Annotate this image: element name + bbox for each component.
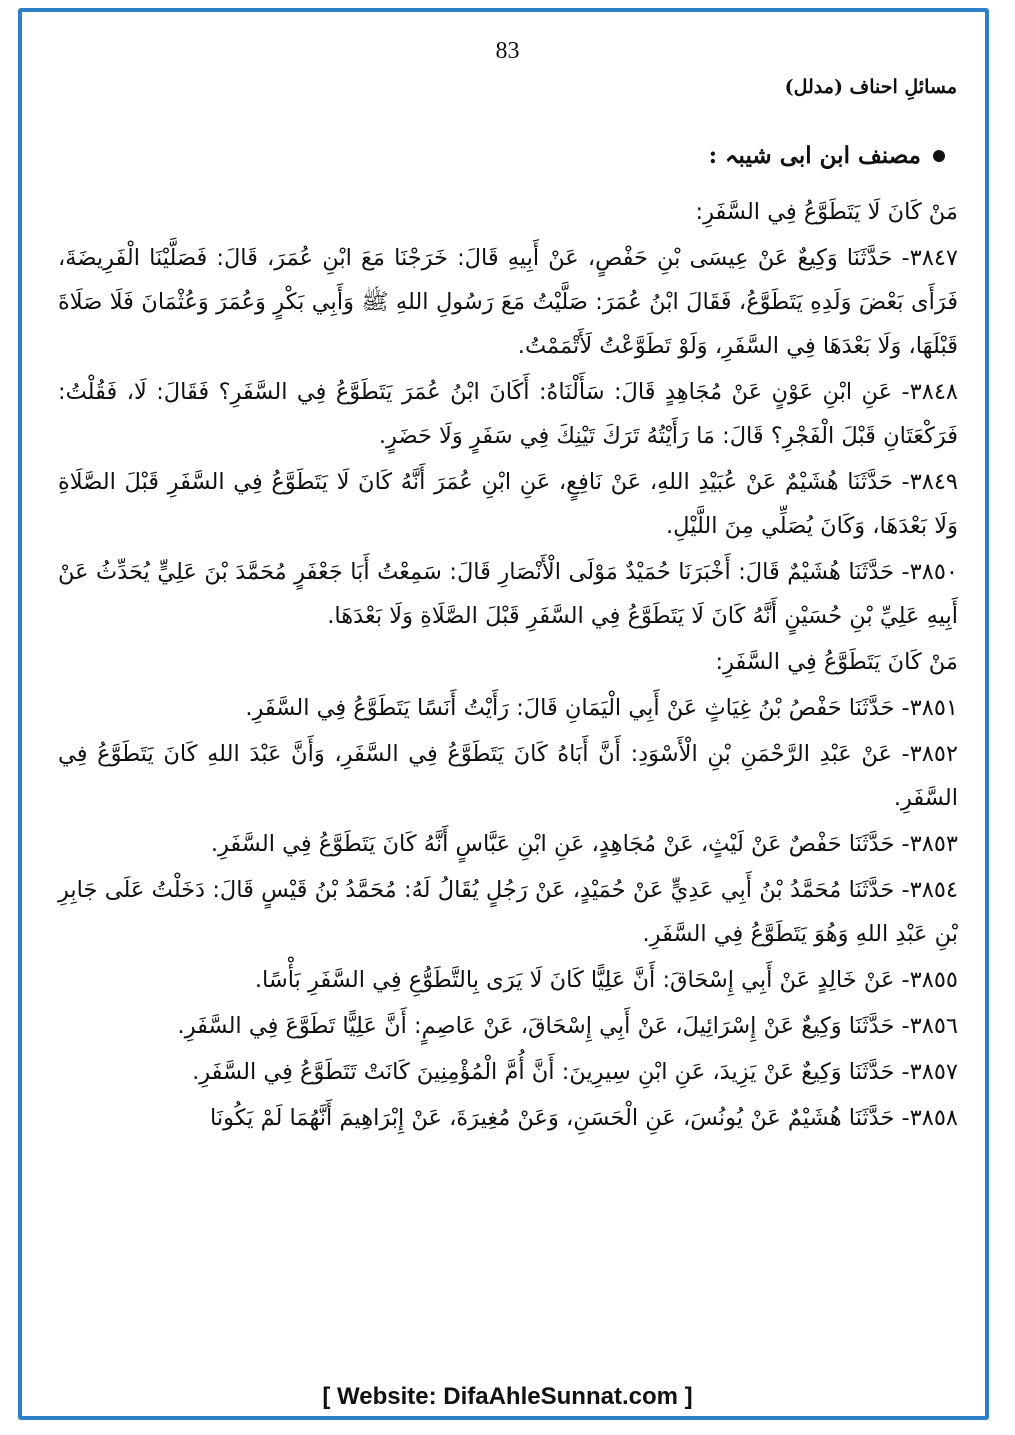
hadith-3858: ٣٨٥٨- حَدَّثَنَا هُشَيْمٌ عَنْ يُونُسَ، عَنِ الْحَسَنِ، وَعَنْ مُغِيرَةَ، عَنْ إِبْرَاهِيمَ أَنَّهُمَا لَمْ يَكُونَا (209, 1105, 958, 1131)
hadith-3854: ٣٨٥٤- حَدَّثَنَا مُحَمَّدُ بْنُ أَبِي عَدِيٍّ عَنْ حُمَيْدٍ، عَنْ رَجُلٍ يُقَالُ لَهُ: مُحَمَّدُ بْنُ قَيْسٍ قَالَ: دَخَلْتُ عَلَى جَابِرِ بْنِ عَبْدِ اللهِ وَهُوَ يَتَطَوَّعُ فِي السَّفَرِ. (58, 877, 958, 947)
hadith-3851: ٣٨٥١- حَدَّثَنَا حَفْصُ بْنُ غِيَاثٍ عَنْ أَبِي الْيَمَانِ قَالَ: رَأَيْتُ أَنَسًا يَتَطَوَّعُ فِي السَّفَرِ. (245, 695, 958, 721)
book-title: مسائلِ احناف (مدلل) (784, 76, 957, 98)
website-footer: [ Website: DifaAhleSunnat.com ] (322, 1383, 693, 1410)
section-heading-text: مصنف ابن ابی شیبہ : (708, 142, 921, 169)
bullet-icon (933, 150, 945, 162)
hadith-3857: ٣٨٥٧- حَدَّثَنَا وَكِيعٌ عَنْ يَزِيدَ، عَنِ ابْنِ سِيرِينَ: أَنَّ أُمَّ الْمُؤْمِنِينَ كَانَتْ تَتَطَوَّعُ فِي السَّفَرِ. (192, 1059, 958, 1085)
hadith-3856: ٣٨٥٦- حَدَّثَنَا وَكِيعٌ عَنْ إِسْرَائِيلَ، عَنْ أَبِي إِسْحَاقَ، عَنْ عَاصِمٍ: أَنَّ عَلِيًّا تَطَوَّعَ فِي السَّفَرِ. (177, 1013, 958, 1039)
hadith-3847: ٣٨٤٧- حَدَّثَنَا وَكِيعٌ عَنْ عِيسَى بْنِ حَفْصٍ، عَنْ أَبِيهِ قَالَ: خَرَجْنَا مَعَ ابْنِ عُمَرَ، قَالَ: فَصَلَّيْنَا الْفَرِيضَةَ، فَرَأَى بَعْضَ وَلَدِهِ يَتَطَوَّعُ، فَقَالَ ابْنُ عُمَرَ: صَلَّيْتُ مَعَ رَسُولِ اللهِ ﷺ وَأَبِي بَكْرٍ وَعُمَرَ وَعُثْمَانَ فَلَا صَلَاةَ قَبْلَهَا، وَلَا بَعْدَهَا فِي السَّفَرِ، وَلَوْ تَطَوَّعْتُ لَأَتْمَمْتُ. (58, 245, 958, 359)
chapter-title: مَنْ كَانَ يَتَطَوَّعُ فِي السَّفَرِ: (715, 649, 958, 675)
hadith-3852: ٣٨٥٢- عَنْ عَبْدِ الرَّحْمَنِ بْنِ الْأَسْوَدِ: أَنَّ أَبَاهُ كَانَ يَتَطَوَّعُ فِي السَّفَرِ، وَأَنَّ عَبْدَ اللهِ كَانَ يَتَطَوَّعُ فِي السَّفَرِ. (58, 741, 958, 811)
hadith-3848: ٣٨٤٨- عَنِ ابْنِ عَوْنٍ عَنْ مُجَاهِدٍ قَالَ: سَأَلْنَاهُ: أَكَانَ ابْنُ عُمَرَ يَتَطَوَّعُ فِي السَّفَرِ؟ فَقَالَ: لَا، فَقُلْتُ: فَرَكْعَتَانِ قَبْلَ الْفَجْرِ؟ قَالَ: مَا رَأَيْتُهُ تَرَكَ تَيْنِكَ فِي سَفَرٍ وَلَا حَضَرٍ. (58, 379, 958, 449)
hadith-3850: ٣٨٥٠- حَدَّثَنَا هُشَيْمٌ قَالَ: أَخْبَرَنَا حُمَيْدٌ مَوْلَى الْأَنْصَارِ قَالَ: سَمِعْتُ أَبَا جَعْفَرٍ مُحَمَّدَ بْنَ عَلِيٍّ يُحَدِّثُ عَنْ أَبِيهِ عَلِيِّ بْنِ حُسَيْنٍ أَنَّهُ كَانَ لَا يَتَطَوَّعُ فِي السَّفَرِ قَبْلَ الصَّلَاةِ وَلَا بَعْدَهَا. (58, 559, 958, 629)
hadith-3855: ٣٨٥٥- عَنْ خَالِدٍ عَنْ أَبِي إِسْحَاقَ: أَنَّ عَلِيًّا كَانَ لَا يَرَى بِالتَّطَوُّعِ فِي السَّفَرِ بَأْسًا. (254, 967, 958, 993)
hadith-3849: ٣٨٤٩- حَدَّثَنَا هُشَيْمٌ عَنْ عُبَيْدِ اللهِ، عَنْ نَافِعٍ، عَنِ ابْنِ عُمَرَ أَنَّهُ كَانَ لَا يَتَطَوَّعُ فِي السَّفَرِ قَبْلَ الصَّلَاةِ وَلَا بَعْدَهَا، وَكَانَ يُصَلِّي مِنَ اللَّيْلِ. (58, 469, 958, 539)
chapter-title: مَنْ كَانَ لَا يَتَطَوَّعُ فِي السَّفَرِ: (695, 199, 958, 225)
section-heading (709, 142, 945, 169)
page-number: 83 (495, 38, 520, 64)
hadith-3853: ٣٨٥٣- حَدَّثَنَا حَفْصٌ عَنْ لَيْثٍ، عَنْ مُجَاهِدٍ، عَنِ ابْنِ عَبَّاسٍ أَنَّهُ كَانَ يَتَطَوَّعُ فِي السَّفَرِ. (210, 831, 958, 857)
hadith-body (58, 190, 958, 1142)
